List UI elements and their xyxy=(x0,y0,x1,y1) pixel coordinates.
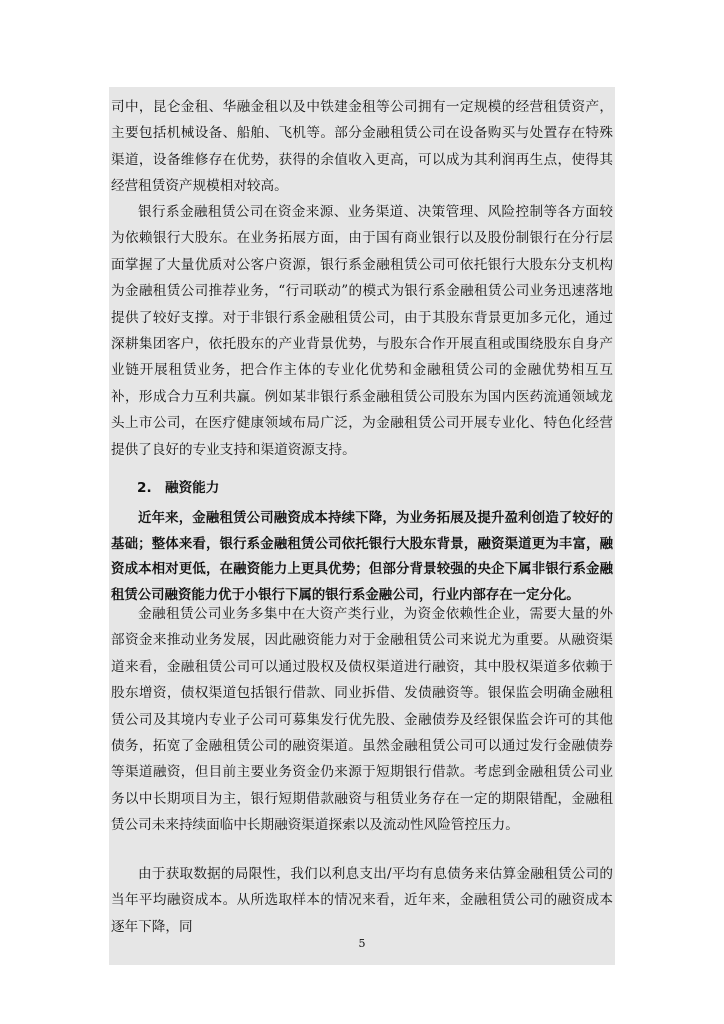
body-paragraph-4: 由于获取数据的局限性，我们以利息支出/平均有息债务来估算金融租赁公司的当年平均融资成本。从所选取样本的情况来看，近年来，金融租赁公司的融资成本逐年下降，同 xyxy=(111,866,613,935)
body-paragraph-2: 银行系金融租赁公司在资金来源、业务渠道、决策管理、风险控制等各方面较为依赖银行大股东。在业务拓展方面，由于国有商业银行以及股份制银行在分行层面掌握了大量优质对公客户资源，银行系金融租赁公司可依托银行大股东分支机构为金融租赁公司推荐业务，“行司联动”的模式为银行系金融租赁公司业务迅速落地提供了较好支撑。对于非银行系金融租赁公司，由于其股东背景更加多元化，通过深耕集团客户，依托股东的产业背景优势，与股东合作开展直租或围绕股东自身产业链开展租赁业务，把合作主体的专业化优势和金融租赁公司的金融优势相互互补，形成合力互利共赢。例如某非银行系金融租赁公司股东为国内医药流通领域龙头上市公司，在医疗健康领域布局广泛，为金融租赁公司开展专业化、特色化经营提供了良好的专业支持和渠道资源支持。 xyxy=(111,204,613,458)
page-number: 5 xyxy=(358,937,366,950)
summary-paragraph-bold: 近年来，金融租赁公司融资成本持续下降，为业务拓展及提升盈利创造了较好的基础；整体来看，银行系金融租赁公司依托银行大股东背景，融资渠道更为丰富，融资成本相对更低，在融资能力上更具优势；但部分背景较强的央企下属非银行系金融租赁公司融资能力优于小银行下属的银行系金融公司，行业内部存在一定分化。 xyxy=(111,511,613,603)
body-paragraph-1: 司中，昆仑金租、华融金租以及中铁建金租等公司拥有一定规模的经营租赁资产，主要包括机械设备、船舶、飞机等。部分金融租赁公司在设备购买与处置存在特殊渠道，设备维修存在优势，获得的余值收入更高，可以成为其利润再生点，使得其经营租赁资产规模相对较高。 xyxy=(111,99,613,195)
section-heading xyxy=(137,475,219,501)
body-paragraph-3: 金融租赁公司业务多集中在大资产类行业，为资金依赖性企业，需要大量的外部资金来推动业务发展，因此融资能力对于金融租赁公司来说尤为重要。从融资渠道来看，金融租赁公司可以通过股权及债权渠道进行融资，其中股权渠道多依赖于股东增资，债权渠道包括银行借款、同业拆借、发债融资等。银保监会明确金融租赁公司及其境内专业子公司可募集发行优先股、金融债券及经银保监会许可的其他债务，拓宽了金融租赁公司的融资渠道。虽然金融租赁公司可以通过发行金融债券等渠道融资，但目前主要业务资金仍来源于短期银行借款。考虑到金融租赁公司业务以中长期项目为主，银行短期借款融资与租赁业务存在一定的期限错配，金融租赁公司未来持续面临中长期融资渠道探索以及流动性风险管控压力。 xyxy=(111,606,613,834)
section-number: 2. xyxy=(137,480,152,496)
section-title: 融资能力 xyxy=(165,480,220,496)
